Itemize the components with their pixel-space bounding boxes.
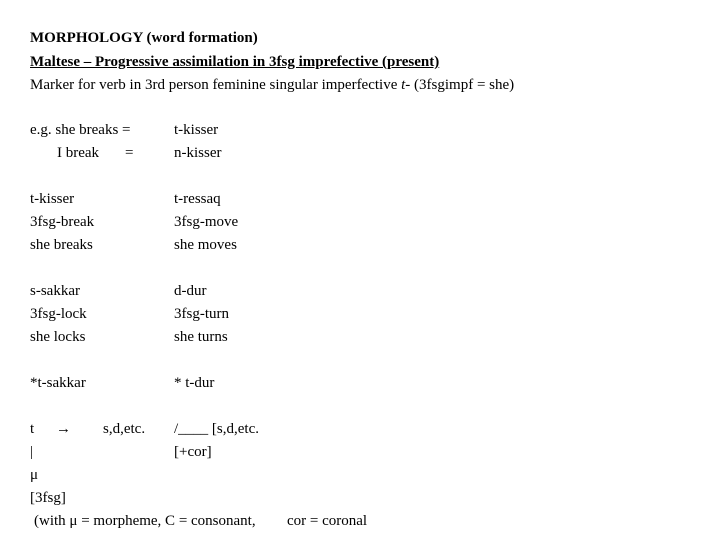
gloss-2-right-form: d-dur: [174, 283, 207, 299]
example-left-2: I break: [57, 145, 100, 161]
example-right-1: t-kisser: [174, 122, 219, 138]
rule-3fsg: [3fsg]: [30, 490, 66, 506]
marker-italic: t-: [401, 77, 411, 93]
legend-text: (with μ = morpheme, C = consonant,: [34, 513, 256, 529]
gloss-1-left-translation: she breaks: [30, 237, 93, 253]
marker-description: [30, 76, 514, 94]
ungrammatical-left: *t-sakkar: [30, 375, 86, 391]
gloss-1-left-gloss: 3fsg-break: [30, 214, 95, 230]
marker-text-before: Marker for verb in 3rd person feminine singular imperfective: [30, 77, 402, 93]
gloss-2-left-form: s-sakkar: [30, 283, 80, 299]
gloss-2-left-gloss: 3fsg-lock: [30, 306, 87, 322]
rule-feature: [+cor]: [174, 444, 212, 460]
example-eq-2: =: [125, 145, 134, 161]
rule-environment: /____ [s,d,etc.: [174, 421, 259, 437]
ungrammatical-right: * t-dur: [174, 375, 215, 391]
page-subtitle: Maltese – Progressive assimilation in 3fsg imprefective (present): [30, 54, 440, 70]
gloss-1-right-form: t-ressaq: [174, 191, 221, 207]
gloss-1-left-form: t-kisser: [30, 191, 75, 207]
marker-text-after: (3fsgimpf = she): [410, 77, 515, 93]
rule-mu: μ: [30, 467, 39, 483]
gloss-1-right-translation: she moves: [174, 237, 237, 253]
legend-cor: cor = coronal: [287, 513, 368, 529]
rule-t: t: [30, 421, 35, 437]
rule-target: s,d,etc.: [103, 421, 146, 437]
gloss-2-right-translation: she turns: [174, 329, 228, 345]
rule-bar: |: [30, 444, 34, 460]
gloss-1-right-gloss: 3fsg-move: [174, 214, 239, 230]
gloss-2-right-gloss: 3fsg-turn: [174, 306, 229, 322]
example-left-1: e.g. she breaks =: [30, 122, 131, 138]
example-right-2: n-kisser: [174, 145, 222, 161]
gloss-2-left-translation: she locks: [30, 329, 86, 345]
rule-arrow: →: [56, 421, 71, 437]
page-title: MORPHOLOGY (word formation): [30, 30, 258, 46]
